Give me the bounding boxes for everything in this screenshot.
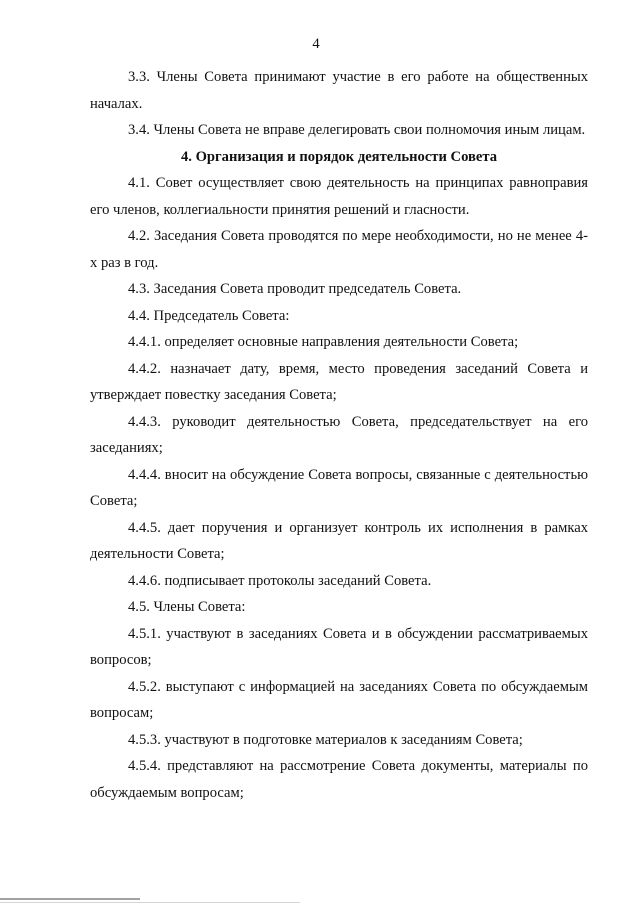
paragraph-4-4-4: 4.4.4. вносит на обсуждение Совета вопросы, связанные с деятельностью Совета; [90, 466, 588, 509]
paragraph-4-4: 4.4. Председатель Совета: [128, 307, 290, 324]
paragraph-4-4-1: 4.4.1. определяет основные направления деятельности Совета; [128, 334, 519, 350]
paragraph-4-4-6: 4.4.6. подписывает протоколы заседаний Совета. [128, 572, 432, 589]
paragraph-4-4-2: 4.4.2. назначает дату, время, место проведения заседаний Совета и утверждает повестку заседания Совета; [90, 360, 588, 403]
paragraph-4-2: 4.2. Заседания Совета проводятся по мере необходимости, но не менее 4-х раз в год. [90, 228, 588, 271]
section-heading: 4. Организация и порядок деятельности Совета [180, 148, 498, 165]
paragraph-4-3: 4.3. Заседания Совета проводит председатель Совета. [128, 281, 462, 297]
paragraph-4-4-3: 4.4.3. руководит деятельностью Совета, председательствует на его заседаниях; [90, 413, 588, 456]
paragraph-4-4-5: 4.4.5. дает поручения и организует контроль их исполнения в рамках деятельности Совета; [90, 519, 588, 562]
document-body [90, 64, 588, 806]
scan-artifact-line [0, 898, 140, 900]
scan-artifact-line-faint [0, 902, 300, 903]
paragraph-4-5-4: 4.5.4. представляют на рассмотрение Совета документы, материалы по обсуждаемым вопросам; [90, 758, 588, 801]
paragraph-4-5-2: 4.5.2. выступают с информацией на заседаниях Совета по обсуждаемым вопросам; [90, 678, 588, 721]
paragraph-4-5-3: 4.5.3. участвуют в подготовке материалов к заседаниям Совета; [128, 731, 523, 748]
paragraph-4-5-1: 4.5.1. участвуют в заседаниях Совета и в обсуждении рассматриваемых вопросов; [90, 625, 588, 668]
paragraph-3-4: 3.4. Члены Совета не вправе делегировать свои полномочия иным лицам. [128, 122, 586, 138]
paragraph-4-5: 4.5. Члены Совета: [128, 599, 246, 615]
paragraph-4-1: 4.1. Совет осуществляет свою деятельность на принципах равноправия его членов, коллегиальности принятия решений и гласности. [90, 175, 588, 218]
page-number: 4 [312, 36, 320, 52]
paragraph-3-3: 3.3. Члены Совета принимают участие в его работе на общественных началах. [90, 69, 588, 112]
